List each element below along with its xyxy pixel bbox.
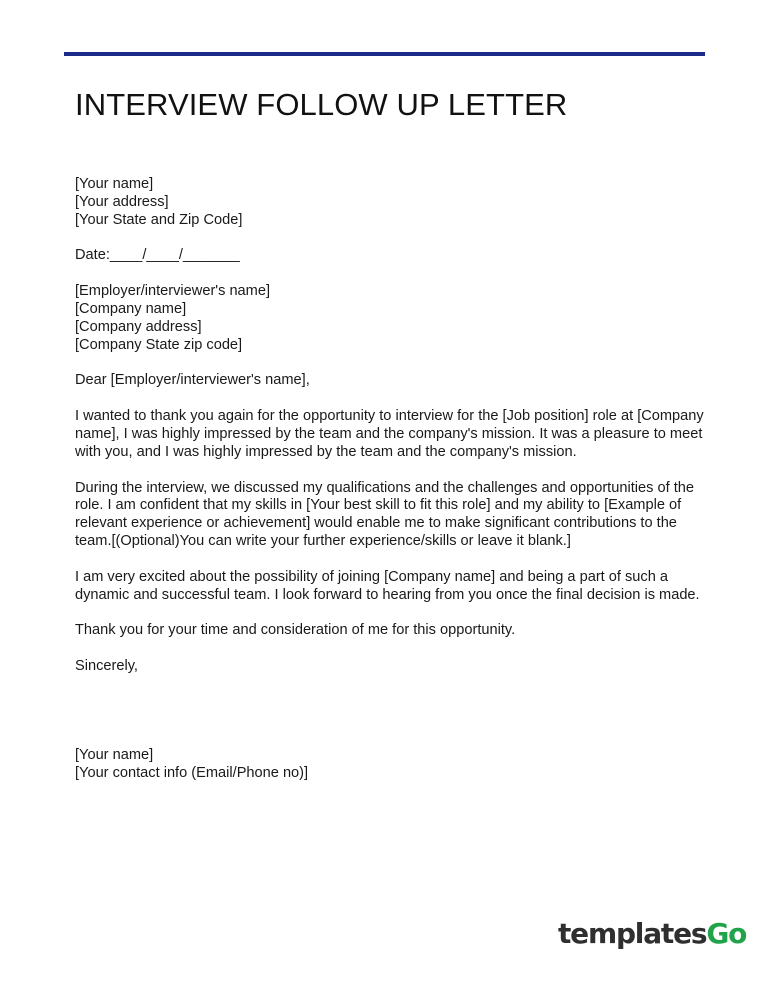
header-rule <box>64 52 705 56</box>
body-paragraph: During the interview, we discussed my qualifications and the challenges and opportunities of the role. I am confident that my skills in [Your best skill to fit this role] and my ability to [Example of relevant experience or achievement] would enable me to make significant contributions to the team.[(Optional)You can write your further experience/skills or leave it blank.] <box>75 479 694 549</box>
recipient-name: [Employer/interviewer's name] <box>75 283 271 300</box>
recipient-company: [Company name] <box>75 300 187 317</box>
body-paragraph: I wanted to thank you again for the opportunity to interview for the [Job position] role at [Company name], I was highly impressed by the team and the company's mission. It was a pleasure to meet with you, and I was highly impressed by the team and the company's mission. <box>75 408 704 460</box>
sender-name: [Your name] <box>75 176 154 192</box>
sender-address: [Your address] <box>75 193 169 210</box>
salutation: Dear [Employer/interviewer's name], <box>75 372 310 389</box>
logo-text-templates: templates <box>558 917 707 950</box>
closing: Sincerely, <box>75 658 138 675</box>
signature-name: [Your name] <box>75 746 154 763</box>
body-paragraph: Thank you for your time and consideration of me for this opportunity. <box>75 622 516 639</box>
letter-body <box>75 176 705 783</box>
recipient-state-zip: [Company State zip code] <box>75 336 243 353</box>
logo-text-go: Go <box>706 917 747 950</box>
templatesgo-logo <box>558 914 746 954</box>
recipient-address: [Company address] <box>75 318 202 335</box>
sender-state-zip: [Your State and Zip Code] <box>75 211 243 228</box>
body-paragraph: I am very excited about the possibility of joining [Company name] and being a part of such a dynamic and successful team. I look forward to hearing from you once the final decision is made. <box>75 568 700 603</box>
page-title: INTERVIEW FOLLOW UP LETTER <box>75 87 568 122</box>
signature-contact: [Your contact info (Email/Phone no)] <box>75 764 309 781</box>
date-line: Date:____/____/_______ <box>75 247 240 264</box>
